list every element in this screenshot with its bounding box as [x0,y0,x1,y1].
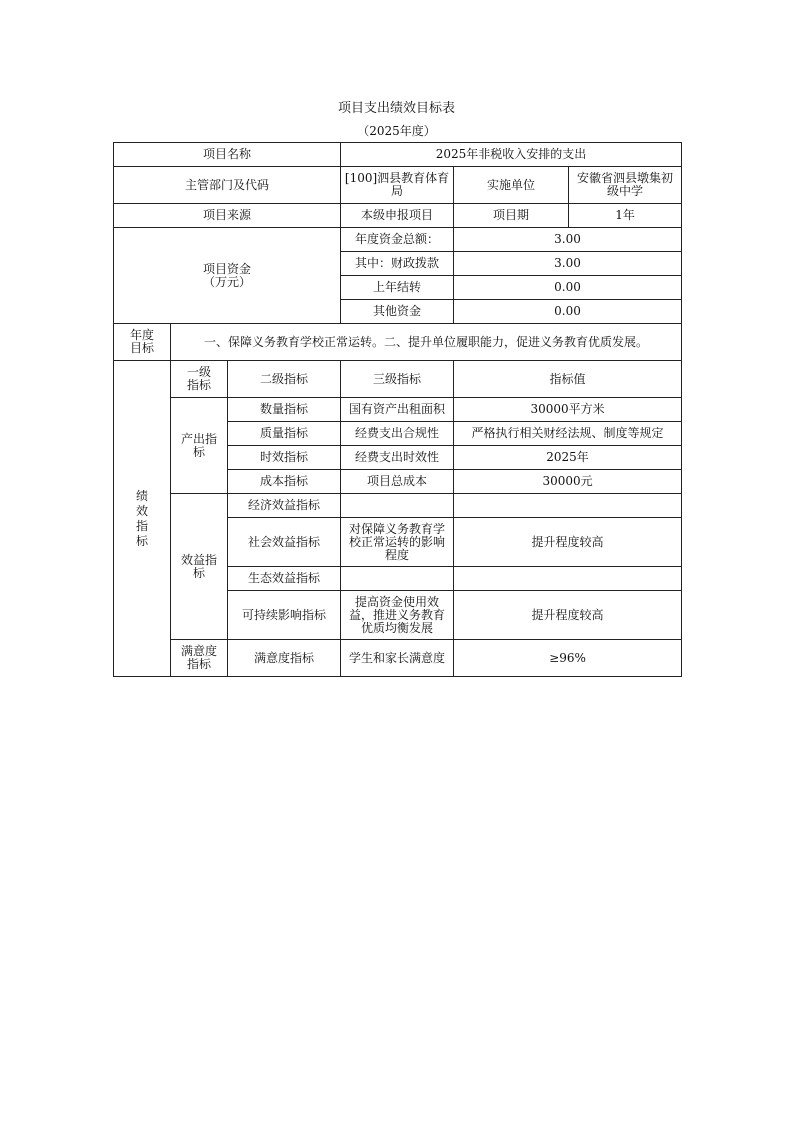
funds-label [114,228,341,324]
indicator-level2: 经济效益指标 [228,494,341,518]
header-level3: 三级指标 [341,361,454,398]
indicator-value [454,567,682,591]
indicator-level2: 可持续影响指标 [228,591,341,640]
indicator-level3: 经费支出时效性 [341,446,454,470]
funds-row-value: 0.00 [454,276,682,300]
benefit-label-line1: 效益指 [180,552,217,567]
indicator-level3: 经费支出合规性 [341,422,454,446]
indicator-value: 30000元 [454,470,682,494]
indicator-level2: 生态效益指标 [228,567,341,591]
row-project-name [114,143,682,167]
header-level1 [171,361,228,398]
output-label [171,398,228,494]
indicator-level3 [341,494,454,518]
goal-label-line1: 年度 [129,328,154,342]
impl-unit-label: 实施单位 [454,167,569,204]
row-annual-goal [114,324,682,361]
perf-label [114,361,171,677]
header-value: 指标值 [454,361,682,398]
impl-unit-value: 安徽省泗县墩集初级中学 [569,167,682,204]
perf-label-char: 绩 [135,488,148,503]
goal-label-line2: 目标 [129,341,154,355]
header-level1-line2: 指标 [186,378,211,392]
row-funds-total [114,228,682,252]
indicator-value [454,494,682,518]
header-level2: 二级指标 [228,361,341,398]
dept-value: [100]泗县教育体育局 [341,167,454,204]
row-perf-headers [114,361,682,398]
row-output-quantity [114,398,682,422]
period-value: 1年 [569,204,682,228]
perf-label-char: 标 [135,533,148,548]
indicator-level3: 提高资金使用效益，推进义务教育优质均衡发展 [341,591,454,640]
page-subtitle: （2025年度） [357,124,436,138]
indicator-level2: 质量指标 [228,422,341,446]
indicator-level3: 对保障义务教育学校正常运转的影响程度 [341,518,454,567]
goal-text: 一、保障义务教育学校正常运转。二、提升单位履职能力，促进义务教育优质发展。 [171,324,682,361]
indicator-level3: 项目总成本 [341,470,454,494]
benefit-label [171,494,228,640]
row-benefit-economic [114,494,682,518]
goal-label [114,324,171,361]
funds-row-label: 其中：财政拨款 [341,252,454,276]
indicator-level2: 成本指标 [228,470,341,494]
funds-row-label: 其他资金 [341,300,454,324]
project-name-value: 2025年非税收入安排的支出 [341,143,682,167]
indicator-level3: 学生和家长满意度 [341,640,454,677]
output-label-line2: 标 [192,444,205,459]
indicator-value: 提升程度较高 [454,591,682,640]
indicator-level2: 时效指标 [228,446,341,470]
period-label: 项目期 [454,204,569,228]
perf-label-char: 效 [135,503,148,518]
indicator-level2: 满意度指标 [228,640,341,677]
page-title: 项目支出绩效目标表 [337,101,455,116]
satisfaction-label [171,640,228,677]
funds-label-line2: （万元） [203,274,252,289]
dept-label: 主管部门及代码 [114,167,341,204]
indicator-value: 30000平方米 [454,398,682,422]
indicator-level2: 数量指标 [228,398,341,422]
source-label: 项目来源 [114,204,341,228]
indicator-value: 2025年 [454,446,682,470]
output-label-line1: 产出指 [180,431,217,446]
indicator-value: 严格执行相关财经法规、制度等规定 [454,422,682,446]
indicator-level2: 社会效益指标 [228,518,341,567]
project-name-label: 项目名称 [114,143,341,167]
header-level1-line1: 一级 [186,365,211,379]
satisfaction-label-line1: 满意度 [180,644,217,658]
source-value: 本级申报项目 [341,204,454,228]
indicator-level3 [341,567,454,591]
funds-row-value: 3.00 [454,228,682,252]
row-source [114,204,682,228]
funds-row-value: 3.00 [454,252,682,276]
row-department [114,167,682,204]
perf-label-char: 指 [135,518,148,533]
benefit-label-line2: 标 [192,565,205,580]
satisfaction-label-line2: 指标 [186,657,211,671]
funds-row-label: 上年结转 [341,276,454,300]
funds-label-line1: 项目资金 [203,261,252,276]
indicator-level3: 国有资产出租面积 [341,398,454,422]
row-satisfaction [114,640,682,677]
funds-row-value: 0.00 [454,300,682,324]
indicator-value: ≥96% [454,640,682,677]
funds-row-label: 年度资金总额： [341,228,454,252]
indicator-value: 提升程度较高 [454,518,682,567]
performance-target-table [113,142,682,677]
